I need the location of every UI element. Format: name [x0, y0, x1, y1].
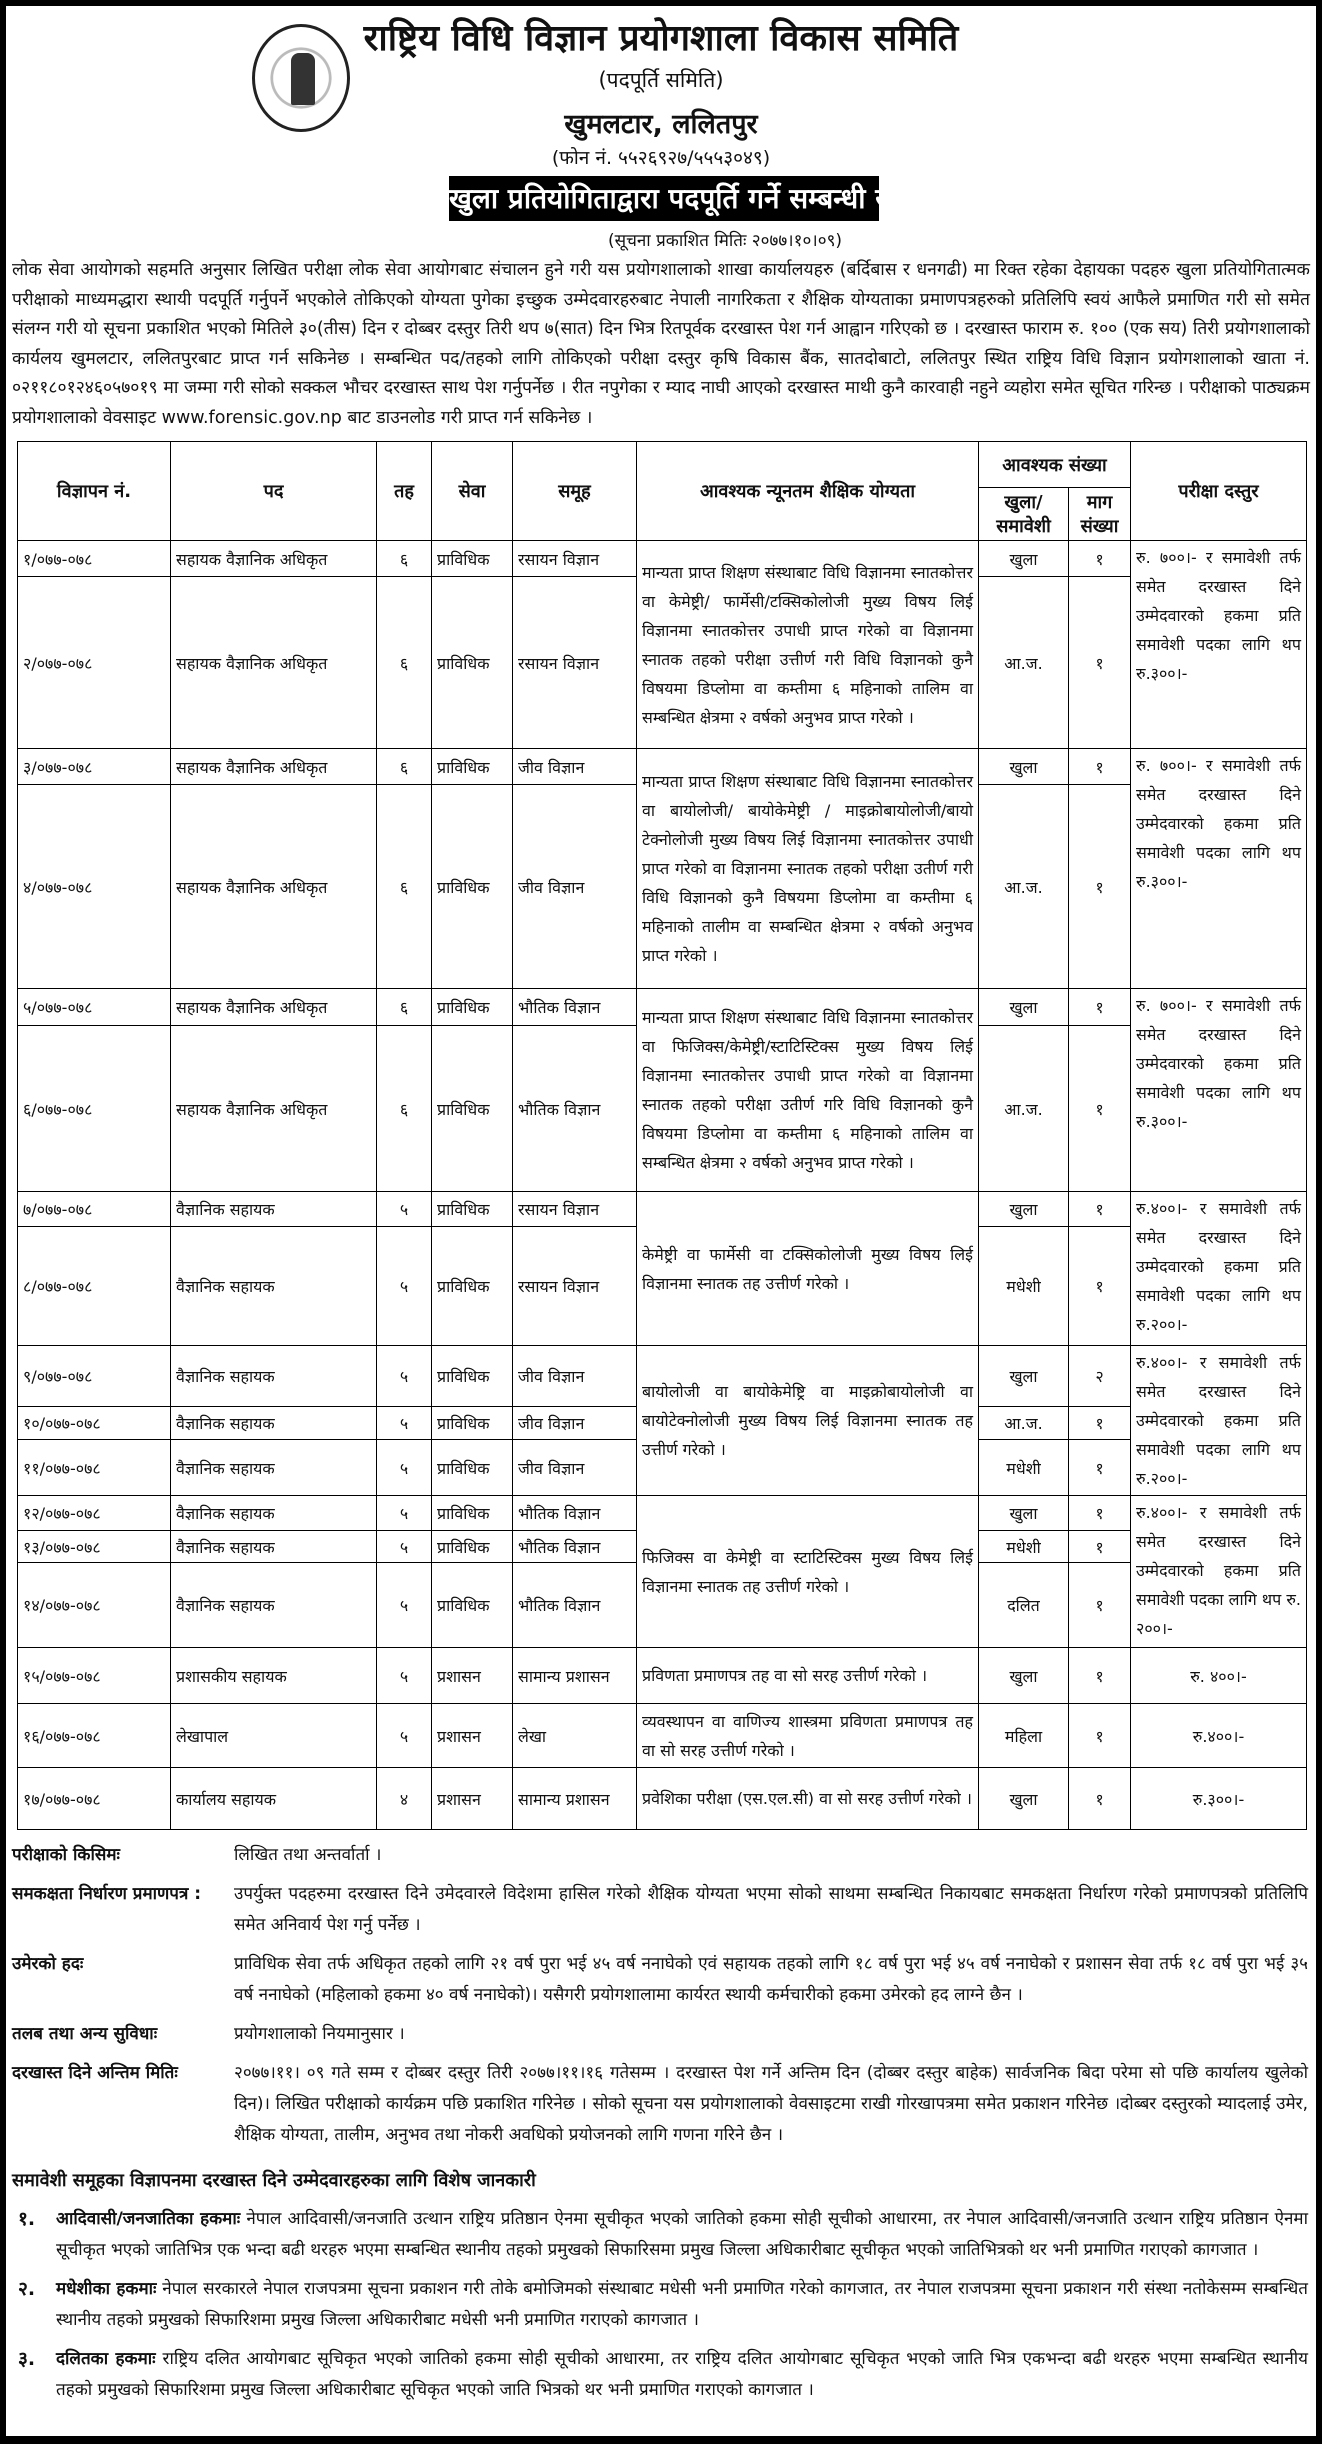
- cell-group: रसायन विज्ञान: [513, 1192, 637, 1227]
- cell-group: रसायन विज्ञान: [513, 541, 637, 577]
- cell-level: ६: [377, 785, 432, 989]
- cell-ad-no: ७/०७७-०७८: [18, 1192, 171, 1227]
- cell-count: १: [1069, 1192, 1131, 1227]
- header-group: समूह: [513, 442, 637, 541]
- cell-group: रसायन विज्ञान: [513, 577, 637, 749]
- table-row: [18, 1704, 1307, 1768]
- cell-ad-no: ६/०७७-०७८: [18, 1026, 171, 1192]
- item-text: नेपाल सरकारले नेपाल राजपत्रमा सूचना प्रकाशन गरी तोके बमोजिमको संस्थाबाट मधेसी भनी प्रमाणित गरेको कागजात, तर नेपाल राजपत्रमा सूचना प्रकाशन गरी संस्था नतोकेसम्म सम्बन्धित स्थानीय तहको प्रमुखको सिफारिशमा प्रमुख जिल्ला अधिकारीबाट मधेसी भनी प्रमाणित गराएको कागजात ।: [56, 2279, 1308, 2330]
- info-4: [12, 2019, 1308, 2050]
- cell-qualification: प्रविणता प्रमाणपत्र तह वा सो सरह उत्तीर्ण गरेको ।: [637, 1648, 979, 1704]
- cell-count: १: [1069, 1440, 1131, 1496]
- cell-post: सहायक वैज्ञानिक अधिकृत: [171, 1026, 377, 1192]
- cell-ad-no: ३/०७७-०७८: [18, 749, 171, 785]
- info-value: उपर्युक्त पदहरुमा दरखास्त दिने उमेदवारले विदेशमा हासिल गरेको शैक्षिक योग्यता भएमा सोको साथमा सम्बन्धित निकायबाट समकक्षता निर्धारण गरेको प्रमाणपत्रको प्रतिलिपि समेत अनिवार्य पेश गर्नु पर्नेछ ।: [234, 1884, 1308, 1935]
- cell-group: भौतिक विज्ञान: [513, 989, 637, 1026]
- item-label: दलितका हकमाः: [56, 2349, 156, 2369]
- info-label: तलब तथा अन्य सुविधाः: [12, 2024, 158, 2044]
- cell-ad-no: १७/०७७-०७८: [18, 1768, 171, 1830]
- cell-level: ५: [377, 1531, 432, 1563]
- cell-quota: खुला: [979, 1768, 1069, 1830]
- cell-service: प्रशासन: [432, 1768, 513, 1830]
- cell-qualification: मान्यता प्राप्त शिक्षण संस्थाबाट विधि विज्ञानमा स्नातकोत्तर वा केमेष्ट्री/ फार्मेसी/टक्सिकोलोजी मुख्य विषय लिई विज्ञानमा स्नातकोत्तर उपाधी प्राप्त गरेको वा विज्ञानमा स्नातक तहको परीक्षा उत्तीर्ण गरी विधि विज्ञानको कुनै विषयमा डिप्लोमा वा कम्तीमा ६ महिनाको तालिम वा सम्बन्धित क्षेत्रमा २ वर्षको अनुभव प्राप्त गरेको ।: [637, 541, 979, 749]
- info-2: [12, 1879, 1308, 1941]
- item-label: आदिवासी/जनजातिका हकमाः: [56, 2209, 241, 2229]
- cell-service: प्राविधिक: [432, 989, 513, 1026]
- cell-post: सहायक वैज्ञानिक अधिकृत: [171, 989, 377, 1026]
- cell-quota: दलित: [979, 1563, 1069, 1648]
- special-item: [12, 2204, 1308, 2266]
- info-value: २०७७।११। ०९ गते सम्म र दोब्बर दस्तुर तिरी २०७७।११।१६ गतेसम्म । दरखास्त पेश गर्ने अन्तिम दिन (दोब्बर दस्तुर बाहेक) सार्वजनिक बिदा परेमा सो पछि कार्यालय खुलेको दिन)। लिखित परीक्षाको कार्यक्रम पछि प्रकाशित गरिनेछ । सोको सूचना यस प्रयोगशालाको वेवसाइटमा राखी गोरखापत्रमा समेत प्रकाशन गरिनेछ ।दोब्बर दस्तुरको म्यादलाई उमेर, शैक्षिक योग्यता, तालीम, अनुभव तथा नोकरी अवधिको प्रयोजनको लागि गणना गरिने छैन ।: [234, 2063, 1308, 2145]
- cell-count: १: [1069, 1768, 1131, 1830]
- cell-quota: मधेशी: [979, 1531, 1069, 1563]
- cell-count: १: [1069, 1648, 1131, 1704]
- cell-level: ६: [377, 989, 432, 1026]
- cell-level: ५: [377, 1440, 432, 1496]
- cell-group: भौतिक विज्ञान: [513, 1026, 637, 1192]
- cell-service: प्राविधिक: [432, 1406, 513, 1440]
- cell-post: कार्यालय सहायक: [171, 1768, 377, 1830]
- cell-level: ५: [377, 1192, 432, 1227]
- header-qualification: आवश्यक न्यूनतम शैक्षिक योग्यता: [637, 442, 979, 541]
- cell-quota: आ.ज.: [979, 1026, 1069, 1192]
- info-label: परीक्षाको किसिमः: [12, 1845, 120, 1865]
- header-count: माग संख्या: [1069, 488, 1131, 541]
- info-label: दरखास्त दिने अन्तिम मितिः: [12, 2063, 178, 2083]
- info-label: समकक्षता निर्धारण प्रमाणपत्र :: [12, 1884, 202, 1904]
- cell-group: जीव विज्ञान: [513, 785, 637, 989]
- item-label: मधेशीका हकमाः: [56, 2279, 157, 2299]
- table-row: [18, 1648, 1307, 1704]
- cell-count: १: [1069, 1531, 1131, 1563]
- cell-fee: रु. ७००।- र समावेशी तर्फ समेत दरखास्त दिने उम्मेदवारको हकमा प्रति समावेशी पदका लागि थप रु.३००।-: [1131, 749, 1307, 989]
- table-row: [18, 541, 1307, 577]
- cell-ad-no: १३/०७७-०७८: [18, 1531, 171, 1563]
- cell-service: प्राविधिक: [432, 1496, 513, 1531]
- cell-service: प्रशासन: [432, 1704, 513, 1768]
- header-service: सेवा: [432, 442, 513, 541]
- cell-group: लेखा: [513, 1704, 637, 1768]
- cell-service: प्राविधिक: [432, 1346, 513, 1407]
- cell-group: जीव विज्ञान: [513, 1406, 637, 1440]
- cell-count: १: [1069, 1496, 1131, 1531]
- cell-level: ४: [377, 1768, 432, 1830]
- item-body: [56, 2344, 1308, 2406]
- table-row: [18, 989, 1307, 1026]
- header-post: पद: [171, 442, 377, 541]
- committee-name: (पदपूर्ति समिति): [598, 68, 724, 92]
- table-row: [18, 749, 1307, 785]
- cell-service: प्राविधिक: [432, 1440, 513, 1496]
- cell-post: वैज्ञानिक सहायक: [171, 1406, 377, 1440]
- cell-post: सहायक वैज्ञानिक अधिकृत: [171, 785, 377, 989]
- cell-service: प्राविधिक: [432, 785, 513, 989]
- cell-service: प्राविधिक: [432, 1563, 513, 1648]
- cell-group: जीव विज्ञान: [513, 1346, 637, 1407]
- cell-count: १: [1069, 541, 1131, 577]
- cell-group: भौतिक विज्ञान: [513, 1496, 637, 1531]
- cell-count: १: [1069, 989, 1131, 1026]
- item-number: २.: [18, 2278, 36, 2300]
- cell-level: ६: [377, 1026, 432, 1192]
- cell-level: ६: [377, 749, 432, 785]
- item-text: नेपाल आदिवासी/जनजाति उत्थान राष्ट्रिय प्रतिष्ठान ऐनमा सूचीकृत भएको जातिको हकमा सोही सूचीको आधारमा, तर नेपाल आदिवासी/जनजाति उत्थान राष्ट्रिय प्रतिष्ठान ऐनमा सूचीकृत भएको जातिभित्र एक भन्दा बढी थरहरु भएमा सम्बन्धित स्थानीय तहको प्रमुखको सिफारिसमा प्रमुख जिल्ला अधिकारीबाट सूचीकृत भएको जातिभित्रको थर भनी प्रमाणित गराएको कागजात ।: [56, 2209, 1308, 2260]
- cell-fee: रु.४००।- र समावेशी तर्फ समेत दरखास्त दिने उम्मेदवारको हकमा प्रति समावेशी पदका लागि थप रु. २००।-: [1131, 1496, 1307, 1648]
- cell-quota: महिला: [979, 1704, 1069, 1768]
- cell-qualification: मान्यता प्राप्त शिक्षण संस्थाबाट विधि विज्ञानमा स्नातकोत्तर वा बायोलोजी/ बायोकेमेष्ट्री / माइक्रोबायोलोजी/बायो टेक्नोलोजी मुख्य विषय लिई विज्ञानमा स्नातकोत्तर उपाधी प्राप्त गरेको वा विज्ञानमा स्नातक तहको परीक्षा उतीर्ण गरी विधि विज्ञानको कुनै विषयमा डिप्लोमा वा कम्तीमा ६ महिनाको तालीम वा सम्बन्धित क्षेत्रमा २ वर्षको अनुभव प्राप्त गरेको ।: [637, 749, 979, 989]
- cell-post: सहायक वैज्ञानिक अधिकृत: [171, 577, 377, 749]
- cell-count: १: [1069, 1227, 1131, 1346]
- cell-quota: खुला: [979, 749, 1069, 785]
- cell-service: प्राविधिक: [432, 577, 513, 749]
- cell-ad-no: १२/०७७-०७८: [18, 1496, 171, 1531]
- cell-fee: रु. ४००।-: [1131, 1648, 1307, 1704]
- table-row: [18, 1768, 1307, 1830]
- special-item: [12, 2344, 1308, 2406]
- item-body: [56, 2204, 1308, 2266]
- cell-ad-no: ८/०७७-०७८: [18, 1227, 171, 1346]
- cell-post: सहायक वैज्ञानिक अधिकृत: [171, 749, 377, 785]
- special-info-heading: समावेशी समूहका विज्ञापनमा दरखास्त दिने उम्मेदवारहरुका लागि विशेष जानकारी: [12, 2170, 536, 2191]
- cell-quota: मधेशी: [979, 1440, 1069, 1496]
- table-row: [18, 1192, 1307, 1227]
- cell-ad-no: १/०७७-०७८: [18, 541, 171, 577]
- cell-post: वैज्ञानिक सहायक: [171, 1192, 377, 1227]
- cell-ad-no: १६/०७७-०७८: [18, 1704, 171, 1768]
- cell-group: रसायन विज्ञान: [513, 1227, 637, 1346]
- cell-post: वैज्ञानिक सहायक: [171, 1227, 377, 1346]
- cell-fee: रु.४००।- र समावेशी तर्फ समेत दरखास्त दिने उम्मेदवारको हकमा प्रति समावेशी पदका लागि थप रु.२००।-: [1131, 1192, 1307, 1346]
- cell-quota: खुला: [979, 1192, 1069, 1227]
- special-item: [12, 2274, 1308, 2336]
- cell-group: भौतिक विज्ञान: [513, 1531, 637, 1563]
- cell-count: १: [1069, 577, 1131, 749]
- cell-ad-no: १०/०७७-०७८: [18, 1406, 171, 1440]
- cell-count: १: [1069, 1563, 1131, 1648]
- cell-quota: खुला: [979, 1346, 1069, 1407]
- item-number: ३.: [18, 2348, 36, 2370]
- cell-post: सहायक वैज्ञानिक अधिकृत: [171, 541, 377, 577]
- cell-fee: रु.३००।-: [1131, 1768, 1307, 1830]
- cell-service: प्राविधिक: [432, 1192, 513, 1227]
- cell-level: ६: [377, 541, 432, 577]
- cell-count: १: [1069, 1704, 1131, 1768]
- cell-ad-no: ११/०७७-०७८: [18, 1440, 171, 1496]
- info-label: उमेरको हदः: [12, 1954, 84, 1974]
- published-date: (सूचना प्रकाशित मितिः २०७७।१०।०९): [607, 231, 843, 251]
- table-row: [18, 1496, 1307, 1531]
- info-1: [12, 1840, 1308, 1871]
- cell-post: प्रशासकीय सहायक: [171, 1648, 377, 1704]
- cell-quota: आ.ज.: [979, 785, 1069, 989]
- cell-post: लेखापाल: [171, 1704, 377, 1768]
- cell-ad-no: ४/०७७-०७८: [18, 785, 171, 989]
- cell-qualification: केमेष्ट्री वा फार्मेसी वा टक्सिकोलोजी मुख्य विषय लिई विज्ञानमा स्नातक तह उत्तीर्ण गरेको ।: [637, 1192, 979, 1346]
- info-value: प्राविधिक सेवा तर्फ अधिकृत तहको लागि २१ वर्ष पुरा भई ४५ वर्ष ननाघेको एवं सहायक तहको लागि १८ वर्ष पुरा भई ४५ वर्ष ननाघेको र प्रशासन सेवा तर्फ १८ वर्ष पुरा भई ३५ वर्ष ननाघेको (महिलाको हकमा ४० वर्ष ननाघेको)। यसैगरी प्रयोगशालामा कार्यरत स्थायी कर्मचारीको हकमा उमेरको हद लाग्ने छैन ।: [234, 1954, 1308, 2005]
- cell-qualification: मान्यता प्राप्त शिक्षण संस्थाबाट विधि विज्ञानमा स्नातकोत्तर वा फिजिक्स/केमेष्ट्री/स्टाटिस्टिक्स मुख्य विषय लिई विज्ञानमा स्नातकोत्तर उपाधी प्राप्त गरेको वा विज्ञानमा स्नातक तहको परीक्षा उतीर्ण गरि विधि विज्ञानको कुनै विषयमा डिप्लोमा वा कम्तीमा ६ महिनाको तालिम वा सम्बन्धित क्षेत्रमा २ वर्षको अनुभव प्राप्त गरेको ।: [637, 989, 979, 1192]
- header-fee: परीक्षा दस्तुर: [1131, 442, 1307, 541]
- org-title: राष्ट्रिय विधि विज्ञान प्रयोगशाला विकास समिति: [363, 18, 959, 59]
- cell-group: सामान्य प्रशासन: [513, 1768, 637, 1830]
- item-text: राष्ट्रिय दलित आयोगबाट सूचिकृत भएको जातिको हकमा सोही सूचीको आधारमा, तर राष्ट्रिय दलित आयोगबाट सूचिकृत भएको जाति भित्र एकभन्दा बढी थरहरु भएमा सम्बन्धित स्थानीय तहको प्रमुखको सिफारिशमा प्रमुख जिल्ला अधिकारीबाट सूचिकृत भएको जाति भित्रको थर भनी प्रमाणित गराएको कागजात ।: [56, 2349, 1309, 2400]
- cell-post: वैज्ञानिक सहायक: [171, 1496, 377, 1531]
- notice-title-banner: खुला प्रतियोगिताद्वारा पदपूर्ति गर्ने सम्बन्धी सूचना: [449, 176, 879, 221]
- cell-fee: रु.४००।-: [1131, 1704, 1307, 1768]
- cell-group: सामान्य प्रशासन: [513, 1648, 637, 1704]
- cell-quota: आ.ज.: [979, 1406, 1069, 1440]
- cell-level: ५: [377, 1406, 432, 1440]
- cell-fee: रु. ७००।- र समावेशी तर्फ समेत दरखास्त दिने उम्मेदवारको हकमा प्रति समावेशी पदका लागि थप रु.३००।-: [1131, 989, 1307, 1192]
- cell-quota: मधेशी: [979, 1227, 1069, 1346]
- cell-fee: रु. ७००।- र समावेशी तर्फ समेत दरखास्त दिने उम्मेदवारको हकमा प्रति समावेशी पदका लागि थप रु.३००।-: [1131, 541, 1307, 749]
- cell-service: प्राविधिक: [432, 1026, 513, 1192]
- cell-group: भौतिक विज्ञान: [513, 1563, 637, 1648]
- cell-level: ६: [377, 577, 432, 749]
- info-value: लिखित तथा अन्तर्वार्ता ।: [234, 1845, 382, 1865]
- cell-count: १: [1069, 1406, 1131, 1440]
- cell-group: जीव विज्ञान: [513, 749, 637, 785]
- cell-quota: खुला: [979, 541, 1069, 577]
- cell-level: ५: [377, 1346, 432, 1407]
- cell-quota: खुला: [979, 1496, 1069, 1531]
- cell-quota: खुला: [979, 989, 1069, 1026]
- cell-post: वैज्ञानिक सहायक: [171, 1440, 377, 1496]
- cell-qualification: बायोलोजी वा बायोकेमेष्ट्रि वा माइक्रोबायोलोजी वा बायोटेक्नोलोजी मुख्य विषय लिई विज्ञानमा स्नातक तह उत्तीर्ण गरेको ।: [637, 1346, 979, 1496]
- cell-ad-no: १४/०७७-०७८: [18, 1563, 171, 1648]
- cell-fee: रु.४००।- र समावेशी तर्फ समेत दरखास्त दिने उम्मेदवारको हकमा प्रति समावेशी पदका लागि थप रु.२००।-: [1131, 1346, 1307, 1496]
- cell-service: प्राविधिक: [432, 1227, 513, 1346]
- info-3: [12, 1949, 1308, 2011]
- item-number: १.: [18, 2208, 36, 2230]
- cell-service: प्राविधिक: [432, 749, 513, 785]
- cell-count: २: [1069, 1346, 1131, 1407]
- cell-level: ५: [377, 1648, 432, 1704]
- cell-group: जीव विज्ञान: [513, 1440, 637, 1496]
- cell-quota: खुला: [979, 1648, 1069, 1704]
- header-ad-no: विज्ञापन नं.: [18, 442, 171, 541]
- cell-service: प्राविधिक: [432, 1531, 513, 1563]
- info-value: प्रयोगशालाको नियमानुसार ।: [234, 2024, 405, 2044]
- cell-qualification: फिजिक्स वा केमेष्ट्री वा स्टाटिस्टिक्स मुख्य विषय लिई विज्ञानमा स्नातक तह उत्तीर्ण गरेको ।: [637, 1496, 979, 1648]
- header-level: तह: [377, 442, 432, 541]
- cell-level: ५: [377, 1496, 432, 1531]
- phone: (फोन नं. ५५२६९२७/५५५३०४९): [551, 147, 771, 169]
- cell-post: वैज्ञानिक सहायक: [171, 1346, 377, 1407]
- cell-count: १: [1069, 785, 1131, 989]
- cell-count: १: [1069, 749, 1131, 785]
- cell-level: ५: [377, 1704, 432, 1768]
- cell-count: १: [1069, 1026, 1131, 1192]
- header-quota: खुला/ समावेशी: [979, 488, 1069, 541]
- cell-level: ५: [377, 1563, 432, 1648]
- cell-post: वैज्ञानिक सहायक: [171, 1563, 377, 1648]
- info-5: [12, 2058, 1308, 2151]
- cell-quota: आ.ज.: [979, 577, 1069, 749]
- cell-service: प्राविधिक: [432, 541, 513, 577]
- cell-level: ५: [377, 1227, 432, 1346]
- vacancy-table: [17, 441, 1307, 1830]
- cell-service: प्रशासन: [432, 1648, 513, 1704]
- location: खुमलटार, ललितपुर: [564, 109, 758, 140]
- cell-ad-no: २/०७७-०७८: [18, 577, 171, 749]
- cell-qualification: व्यवस्थापन वा वाणिज्य शास्त्रमा प्रविणता प्रमाणपत्र तह वा सो सरह उत्तीर्ण गरेको ।: [637, 1704, 979, 1768]
- cell-ad-no: ९/०७७-०७८: [18, 1346, 171, 1407]
- cell-ad-no: ५/०७७-०७८: [18, 989, 171, 1026]
- cell-ad-no: १५/०७७-०७८: [18, 1648, 171, 1704]
- table-row: [18, 1346, 1307, 1407]
- header-required: आवश्यक संख्या: [979, 442, 1131, 488]
- item-body: [56, 2274, 1308, 2336]
- cell-qualification: प्रवेशिका परीक्षा (एस.एल.सी) वा सो सरह उत्तीर्ण गरेको ।: [637, 1768, 979, 1830]
- cell-post: वैज्ञानिक सहायक: [171, 1531, 377, 1563]
- intro-paragraph: लोक सेवा आयोगको सहमति अनुसार लिखित परीक्षा लोक सेवा आयोगबाट संचालन हुने गरी यस प्रयोगशालाको शाखा कार्यालयहरु (बर्दिबास र धनगढी) मा रिक्त रहेका देहायका पदहरु खुला प्रतियोगितात्मक परीक्षाको माध्यमद्धारा स्थायी पदपूर्ति गर्नुपर्ने भएकोले तोकिएको योग्यता पुगेका इच्छुक उम्मेदवारहरुबाट नेपाली नागरिकता र शैक्षिक योग्यताका प्रमाणपत्रहरुको प्रतिलिपि स्वयं आफैले प्रमाणित गरी सो समेत संलग्न गरी यो सूचना प्रकाशित भएको मितिले ३०(तीस) दिन र दोब्बर दस्तुर तिरी थप ७(सात) दिन भित्र रितपूर्वक दरखास्त पेश गर्न आह्वान गरिएको छ । दरखास्त फाराम रु. १०० (एक सय) तिरी प्रयोगशालाको कार्यलय खुमलटार, ललितपुरबाट प्राप्त गर्न सकिनेछ । सम्बन्धित पद/तहको लागि तोकिएको परीक्षा दस्तुर कृषि विकास बैंक, सातदोबाटो, ललितपुर स्थित राष्ट्रिय विधि विज्ञान प्रयोगशालाको खाता नं. ०२११८०१२४६०५७०१९ मा जम्मा गरी सोको सक्कल भौचर दरखास्त साथ पेश गर्नुपर्नेछ । रीत नपुगेका र म्याद नाघी आएको दरखास्त माथी कुनै कारवाही नहुने व्यहोरा समेत सूचित गरिन्छ । परीक्षाको पाठ्यक्रम प्रयोगशालाको वेवसाइट www.forensic.gov.np बाट डाउनलोड गरी प्राप्त गर्न सकिनेछ ।: [12, 260, 1310, 428]
